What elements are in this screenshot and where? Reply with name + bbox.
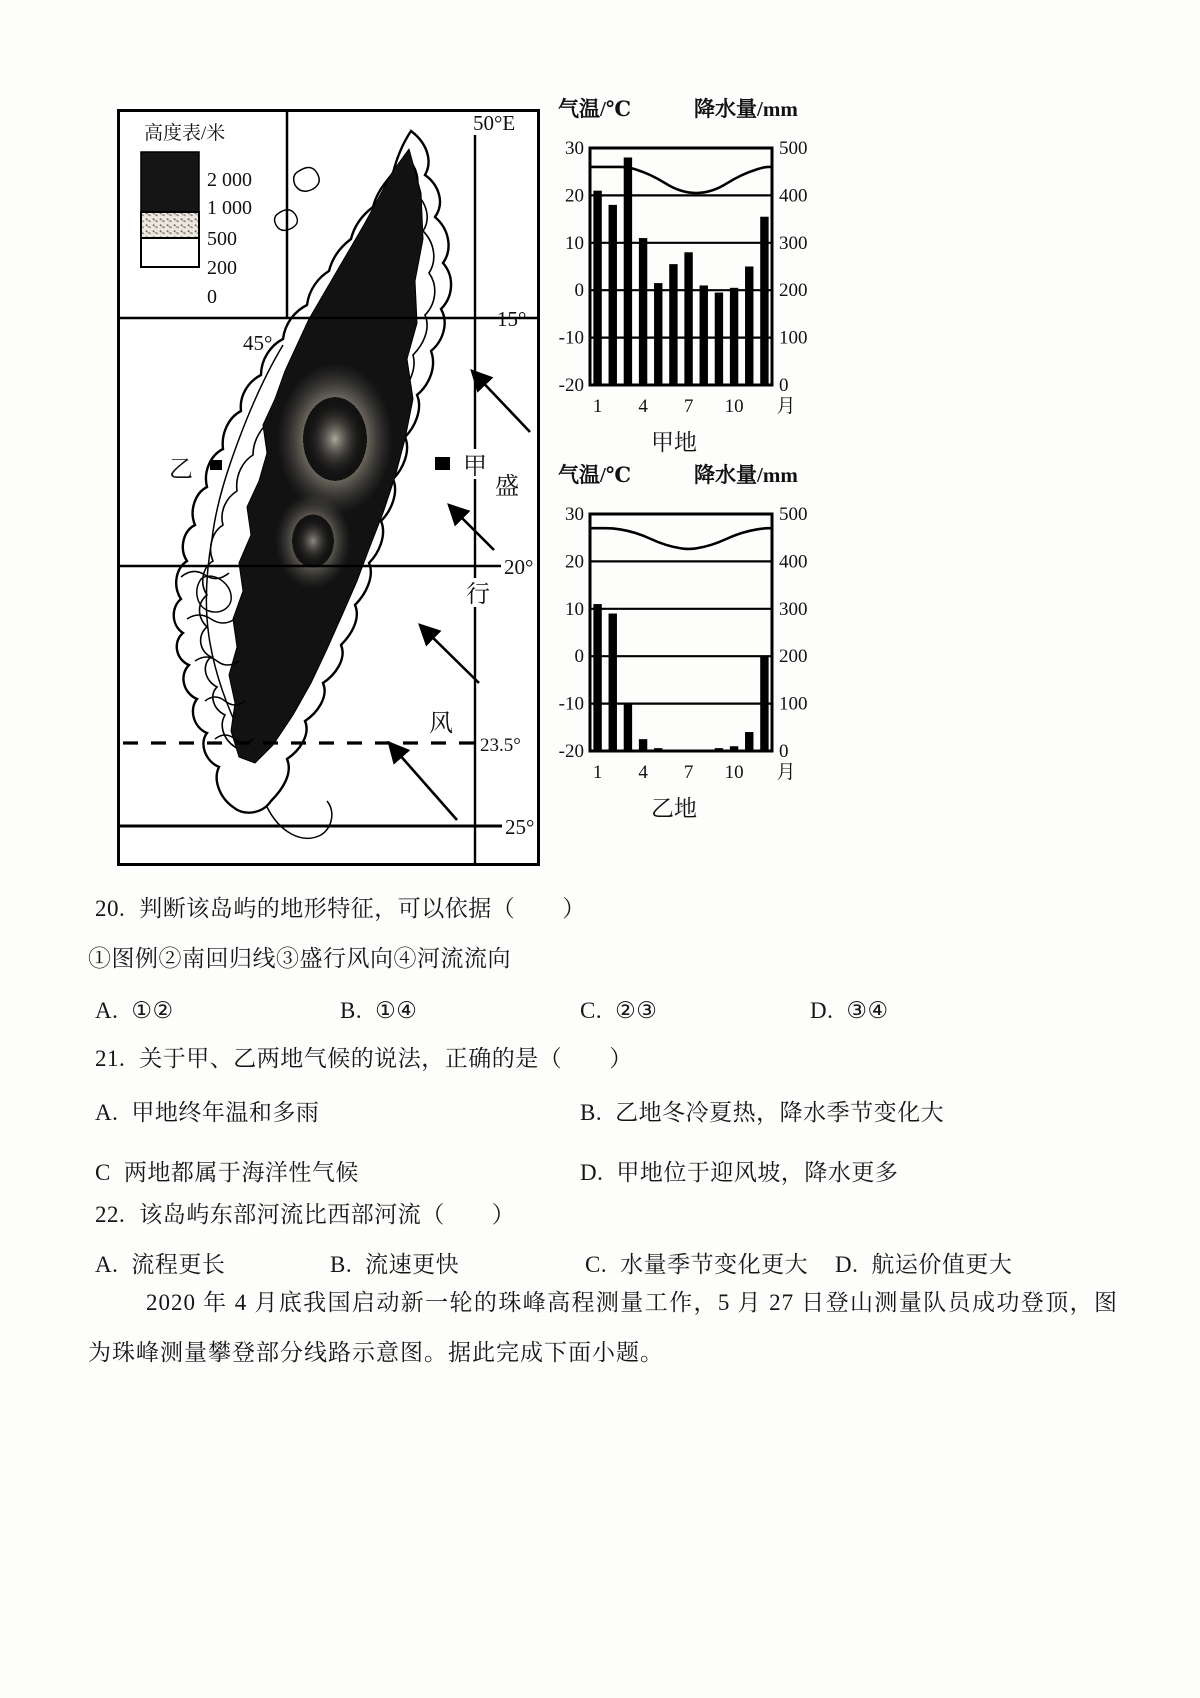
precip-axis-label: 降水量/mm bbox=[694, 463, 798, 487]
chart-title: 乙地 bbox=[651, 796, 697, 821]
svg-text:200: 200 bbox=[779, 280, 808, 302]
option-d: D. 航运价值更大 bbox=[835, 1252, 1013, 1277]
svg-text:月: 月 bbox=[776, 396, 796, 417]
option-b: B. ①④ bbox=[340, 998, 418, 1023]
legend-swatch-200 bbox=[141, 238, 199, 267]
legend-value: 1 000 bbox=[207, 197, 252, 219]
svg-text:4: 4 bbox=[638, 396, 648, 417]
svg-text:100: 100 bbox=[779, 693, 808, 715]
svg-text:10: 10 bbox=[724, 762, 744, 783]
precip-axis-label: 降水量/mm bbox=[694, 97, 798, 121]
svg-text:-10: -10 bbox=[558, 693, 584, 715]
intro-paragraph: 2020 年 4 月底我国启动新一轮的珠峰高程测量工作，5 月 27 日登山测量队员成功登顶，图为珠峰测量攀登部分线路示意图。据此完成下面小题。 bbox=[88, 1290, 1118, 1365]
lat-15-label: 15° bbox=[497, 307, 527, 331]
question-20-stem bbox=[95, 890, 586, 923]
svg-text:500: 500 bbox=[779, 504, 808, 525]
temp-axis-label: 气温/℃ bbox=[558, 463, 631, 487]
question-text: 该岛屿东部河流比西部河流（ ） bbox=[139, 1202, 516, 1227]
svg-text:-20: -20 bbox=[558, 375, 584, 396]
lon-45-label: 45° bbox=[243, 331, 273, 355]
legend-swatch-2000 bbox=[141, 152, 199, 212]
svg-text:0: 0 bbox=[779, 741, 789, 762]
question-number: 20. bbox=[95, 896, 126, 921]
site-jia-marker bbox=[435, 457, 450, 470]
svg-text:10: 10 bbox=[565, 232, 584, 254]
svg-text:300: 300 bbox=[779, 598, 808, 620]
legend-value: 200 bbox=[207, 257, 237, 279]
site-yi-label: 乙 bbox=[169, 457, 193, 483]
lat-20-label: 20° bbox=[504, 555, 534, 579]
svg-text:200: 200 bbox=[779, 646, 808, 668]
svg-text:500: 500 bbox=[779, 138, 808, 159]
site-yi-marker bbox=[210, 460, 222, 470]
question-22-stem bbox=[95, 1196, 515, 1229]
question-20-sub bbox=[88, 940, 511, 973]
svg-text:30: 30 bbox=[565, 504, 584, 525]
svg-text:-20: -20 bbox=[558, 741, 584, 762]
lat-25-label: 25° bbox=[505, 815, 535, 839]
island-map bbox=[117, 109, 540, 866]
svg-text:10: 10 bbox=[565, 598, 584, 620]
svg-text:-10: -10 bbox=[558, 327, 584, 349]
option-b: B. 流速更快 bbox=[330, 1252, 460, 1277]
option-a: A. 甲地终年温和多雨 bbox=[95, 1100, 320, 1125]
option-d: D. 甲地位于迎风坡，降水更多 bbox=[580, 1160, 899, 1185]
legend-value: 0 bbox=[207, 286, 217, 308]
svg-text:400: 400 bbox=[779, 551, 808, 573]
legend-title: 高度表/米 bbox=[144, 123, 226, 144]
svg-text:0: 0 bbox=[574, 646, 584, 668]
svg-text:4: 4 bbox=[638, 762, 648, 783]
svg-text:300: 300 bbox=[779, 232, 808, 254]
legend-value: 2 000 bbox=[207, 169, 252, 191]
wind-label-sheng: 盛 bbox=[495, 474, 519, 500]
svg-text:月: 月 bbox=[776, 762, 796, 783]
svg-text:20: 20 bbox=[565, 551, 584, 573]
plot-area bbox=[559, 504, 808, 783]
chart-title: 甲地 bbox=[651, 430, 697, 455]
climate-chart-yi bbox=[552, 454, 842, 829]
temp-axis-label: 气温/℃ bbox=[558, 97, 631, 121]
svg-text:10: 10 bbox=[724, 396, 744, 417]
question-text: 判断该岛屿的地形特征，可以依据（ ） bbox=[139, 896, 586, 921]
svg-text:7: 7 bbox=[683, 762, 694, 783]
lon-50e-label: 50°E bbox=[473, 111, 516, 135]
option-c: C. ②③ bbox=[580, 998, 658, 1023]
site-jia-label: 甲 bbox=[463, 454, 487, 480]
svg-text:100: 100 bbox=[779, 327, 808, 349]
svg-text:30: 30 bbox=[565, 138, 584, 159]
legend-swatch-500 bbox=[141, 212, 199, 238]
svg-text:0: 0 bbox=[779, 375, 789, 396]
svg-text:400: 400 bbox=[779, 185, 808, 207]
tropic-capricorn-label: 23.5° bbox=[480, 735, 521, 756]
question-21-stem bbox=[95, 1040, 633, 1073]
option-b: B. 乙地冬冷夏热，降水季节变化大 bbox=[580, 1100, 945, 1125]
question-text: 关于甲、乙两地气候的说法，正确的是（ ） bbox=[139, 1046, 633, 1071]
svg-text:20: 20 bbox=[565, 185, 584, 207]
svg-text:1: 1 bbox=[592, 396, 603, 417]
wind-label-feng: 风 bbox=[429, 711, 453, 737]
option-a: A. ①② bbox=[95, 998, 174, 1023]
question-sub-items: ①图例②南回归线③盛行风向④河流流向 bbox=[88, 946, 511, 971]
question-number: 21. bbox=[95, 1046, 126, 1071]
wind-label-xing: 行 bbox=[466, 582, 490, 608]
question-number: 22. bbox=[95, 1202, 126, 1227]
svg-text:0: 0 bbox=[574, 280, 584, 302]
climate-chart-jia bbox=[552, 88, 842, 463]
plot-area bbox=[559, 138, 808, 417]
option-c: C 两地都属于海洋性气候 bbox=[95, 1160, 359, 1185]
option-c: C. 水量季节变化更大 bbox=[585, 1252, 809, 1277]
option-a: A. 流程更长 bbox=[95, 1252, 226, 1277]
option-d: D. ③④ bbox=[810, 998, 889, 1023]
svg-text:7: 7 bbox=[683, 396, 694, 417]
legend-value: 500 bbox=[207, 228, 237, 250]
svg-text:1: 1 bbox=[592, 762, 603, 783]
